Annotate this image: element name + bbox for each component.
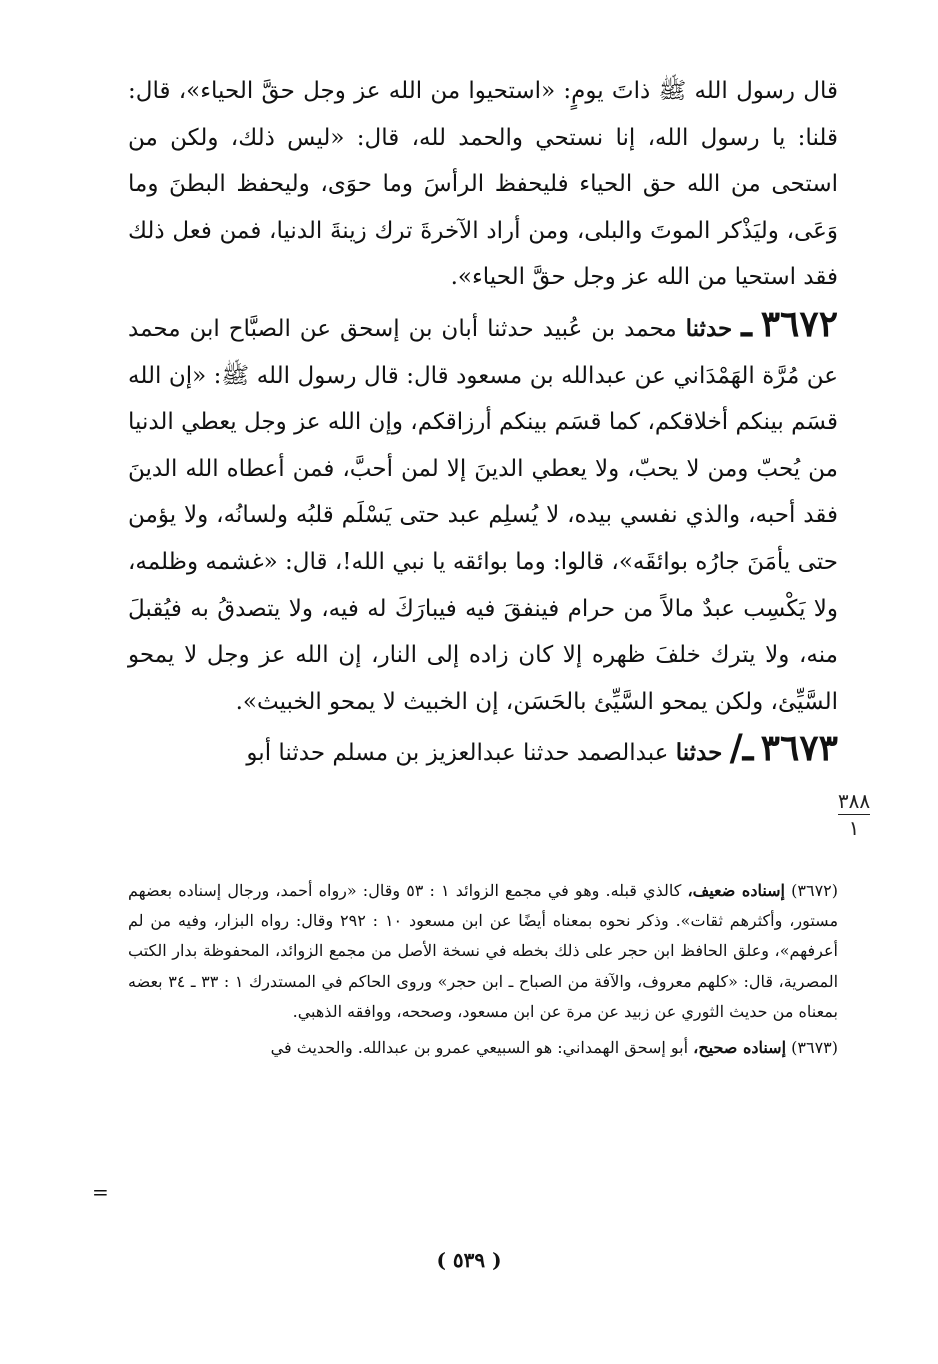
footnote-number: (٣٦٧٣) xyxy=(791,1038,838,1058)
hadith-text: عبدالصمد حدثنا عبدالعزيز بن مسلم حدثنا أبو xyxy=(246,740,669,767)
hadith-3672 xyxy=(128,301,838,725)
hadith-text: محمد بن عُبيد حدثنا أبان بن إسحق عن الصبَّاح ابن محمد عن مُرَّة الهَمْدَاني عن عبدالله بن مسعود قال: قال رسول الله ﷺ: «إن الله قسَم بينكم أخلاقكم، كما قسَم بينكم أرزاقكم، وإن الله عز وجل يعطي الدنيا من يُحبّ ومن لا يحبّ، ولا يعطي الدينَ إلا لمن أحبَّ، فمن أعطاه الله الدينَ فقد أحبه، والذي نفسي بيده، لا يُسلِم عبد حتى يَسْلَم قلبُه ولسانُه، ولا يؤمن حتى يأمَنَ جارُه بوائقَه»، قالوا: وما بوائقه يا نبي الله!، قال: «غشمه وظلمه، ولا يَكْسِب عبدٌ مالاً من حرام فينفقَ فيه فيبارَكَ له فيه، ولا يتصدقُ به فيُقبلَ منه، ولا يترك خلفَ ظهره إلا كان زاده إلى النار، إن الله عز وجل لا يمحو السَّيِّئ، ولكن يمحو السَّيِّئ بالحَسَن، إن الخبيث لا يمحو الخبيث». xyxy=(128,315,838,715)
intro-paragraph: قال رسول الله ﷺ ذاتَ يومٍ: «استحيوا من الله عز وجل حقَّ الحياء»، قال: قلنا: يا رسول الله، إنا نستحي والحمد لله، قال: «ليس ذلك، ولكن من استحى من الله حق الحياء فليحفظ الرأسَ وما حوَى، وليحفظ البطنَ وما وَعَى، وليَذْكر الموتَ والبلى، ومن أراد الآخرةَ ترك زينةَ الدنيا، فمن فعل ذلك فقد استحيا من الله عز وجل حقَّ الحياء». xyxy=(128,78,838,291)
footnotes xyxy=(128,876,838,1063)
hadith-dash: ـ xyxy=(741,302,752,345)
footnote-number: (٣٦٧٢) xyxy=(791,881,838,900)
hadith-dash: ـ/ xyxy=(729,727,754,770)
haddathana-label: حدثنا xyxy=(685,314,733,342)
footnote-grading: إسناده صحيح، xyxy=(693,1038,787,1058)
continuation-mark: = xyxy=(92,1180,109,1204)
margin-volume-page: ٣٨٨ xyxy=(837,789,871,813)
footnote-3672 xyxy=(128,876,838,1027)
footnote-3673 xyxy=(128,1033,838,1063)
haddathana-label: حدثنا xyxy=(675,739,723,767)
margin-reference xyxy=(834,790,874,839)
margin-part: ١ xyxy=(848,816,860,840)
margin-divider xyxy=(838,814,870,815)
footnote-grading: إسناده ضعيف، xyxy=(687,881,785,900)
hadith-number: ٣٦٧٣ xyxy=(760,727,838,770)
hadith-3673 xyxy=(128,725,838,777)
footnote-text: كالذي قبله. وهو في مجمع الزوائد ١ : ٥٣ وقال: «رواه أحمد، ورجال إسناده بعضهم مستور، وأكثرهم ثقات». وذكر نحوه بمعناه أيضًا عن ابن مسعود ١٠ : ٢٩٢ وقال: رواه البزار، وفيه من لم أعرفهم»، وعلق الحافظ ابن حجر على ذلك بخطه في نسخة الأصل من مجمع الزوائد، المحفوظة بدار الكتب المصرية، قال: «كلهم معروف، والآفة من الصباح ـ ابن حجر» وروى الحاكم في المستدرك ١ : ٣٣ ـ ٣٤ بعضه بمعناه من حديث الثوري عن زبيد عن مرة عن ابن مسعود، وصححه، ووافقه الذهبي. xyxy=(128,881,839,1021)
hadith-number: ٣٦٧٢ xyxy=(760,302,839,345)
footnote-text: أبو إسحق الهمداني: هو السبيعي عمرو بن عبدالله. والحديث في xyxy=(270,1038,689,1058)
page-number: ( ٥٣٩ ) xyxy=(436,1248,502,1272)
main-text xyxy=(128,68,838,777)
